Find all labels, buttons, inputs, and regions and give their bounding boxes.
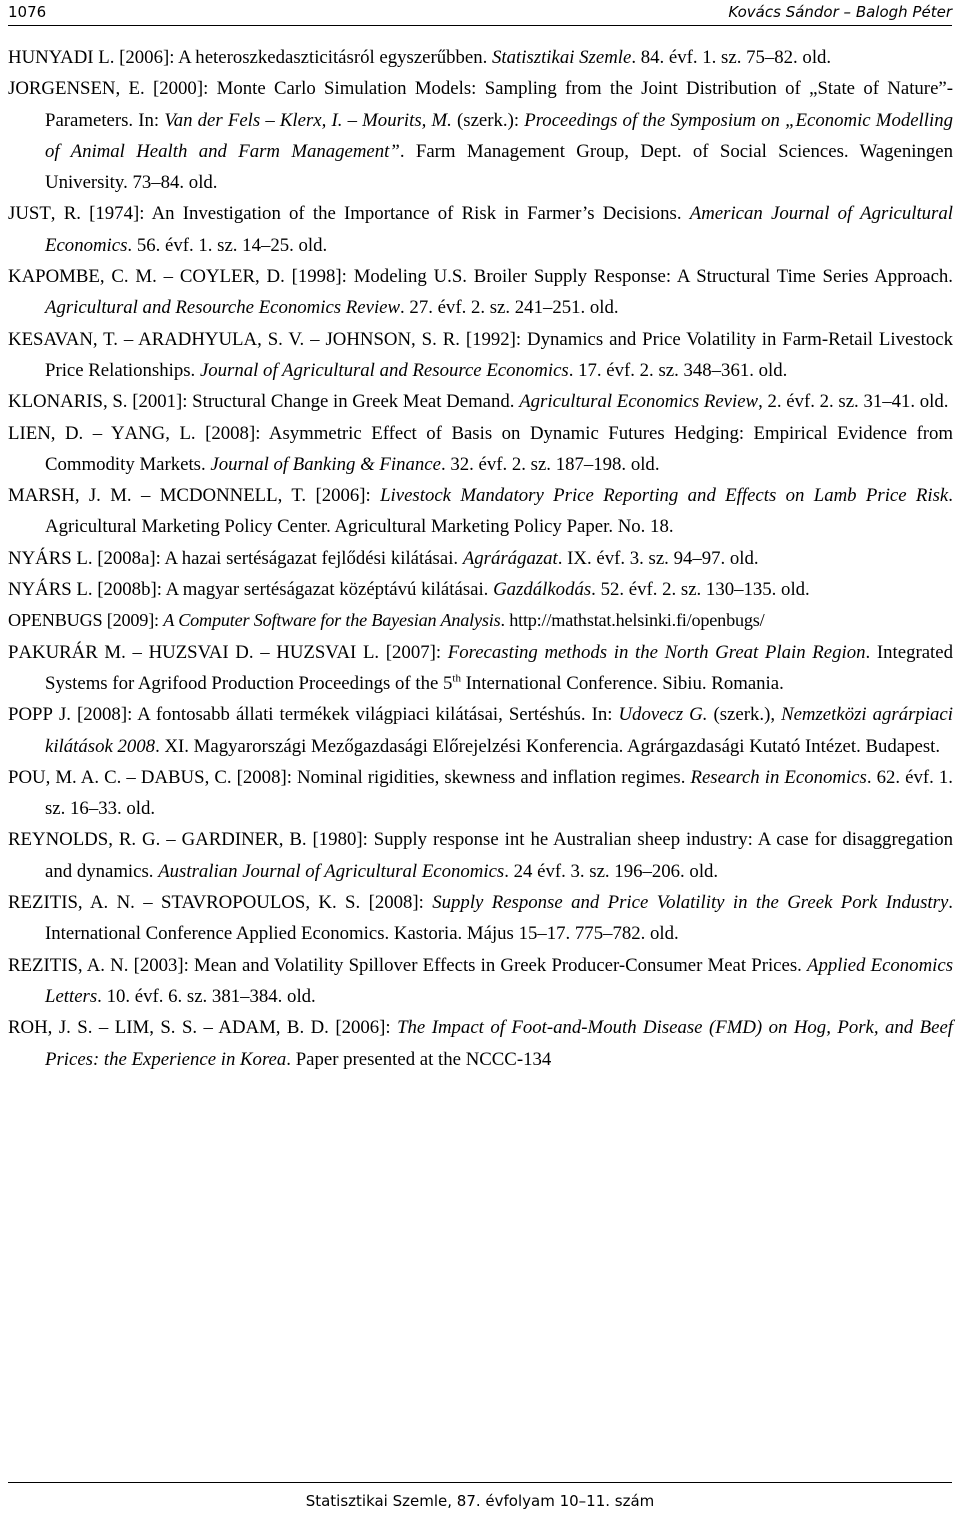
header-rule [8,25,952,26]
reference-list [8,42,953,1075]
reference-item: HUNYADI L. [2006]: A heteroszkedaszticitásról egyszerűbben. Statisztikai Szemle. 84. évf. 1. sz. 75–82. old. [8,47,832,68]
reference-item: OPENBUGS [2009]: A Computer Software for the Bayesian Analysis. http://mathstat.helsinki.fi/openbugs/ [8,610,765,631]
reference-item: KLONARIS, S. [2001]: Structural Change in Greek Meat Demand. Agricultural Economics Review, 2. évf. 2. sz. 31–41. old. [8,391,949,413]
page-number: 1076 [8,3,47,21]
reference-item: REYNOLDS, R. G. – GARDINER, B. [1980]: Supply response int he Australian sheep industry: A case for disaggregation and dynamics. Australian Journal of Agricultural Economics. 24 évf. 3. sz. 196–206. old. [8,829,953,882]
reference-item: REZITIS, A. N. – STAVROPOULOS, K. S. [2008]: Supply Response and Price Volatility in the Greek Pork Industry. International Conference Applied Economics. Kastoria. Május 15–17. 775–782. old. [8,892,953,945]
running-footer: Statisztikai Szemle, 87. évfolyam 10–11. szám [305,1492,655,1510]
reference-item: ROH, J. S. – LIM, S. S. – ADAM, B. D. [2006]: The Impact of Foot-and-Mouth Disease (FMD) on Hog, Pork, and Beef Prices: the Experience in Korea. Paper presented at the NCCC-134 [8,1017,954,1070]
footer-rule [8,1482,952,1483]
running-head-authors: Kovács Sándor – Balogh Péter [728,3,952,21]
reference-item: NYÁRS L. [2008a]: A hazai sertéságazat fejlődési kilátásai. Agrárágazat. IX. évf. 3. sz. 94–97. old. [8,547,759,569]
reference-item: REZITIS, A. N. [2003]: Mean and Volatility Spillover Effects in Greek Producer-Consumer Meat Prices. Applied Economics Letters. 10. évf. 6. sz. 381–384. old. [8,954,954,1007]
reference-item: LIEN, D. – YANG, L. [2008]: Asymmetric Effect of Basis on Dynamic Futures Hedging: Empirical Evidence from Commodity Markets. Journal of Banking & Finance. 32. évf. 2. sz. 187–198. old. [8,422,954,475]
reference-item: JUST, R. [1974]: An Investigation of the Importance of Risk in Farmer’s Decisions. American Journal of Agricultural Economics. 56. évf. 1. sz. 14–25. old. [8,203,953,256]
reference-item: POPP J. [2008]: A fontosabb állati termékek világpiaci kilátásai, Sertéshús. In: Udovecz G. (szerk.), Nemzetközi agrárpiaci kilátások 2008. XI. Magyarországi Mezőgazdasági Előrejelzési Konferencia. Agrárgazdasági Kutató Intézet. Budapest. [8,704,953,757]
reference-item: KESAVAN, T. – ARADHYULA, S. V. – JOHNSON, S. R. [1992]: Dynamics and Price Volatility in Farm-Retail Livestock Price Relationships. Journal of Agricultural and Resource Economics. 17. évf. 2. sz. 348–361. old. [8,328,953,381]
reference-item: PAKURÁR M. – HUZSVAI D. – HUZSVAI L. [2007]: Forecasting methods in the North Great Plain Region. Integrated Systems for Agrifood Production Proceedings of the 5th International Conference. Sibiu. Romania. [8,641,953,694]
reference-item: NYÁRS L. [2008b]: A magyar sertéságazat középtávú kilátásai. Gazdálkodás. 52. évf. 2. sz. 130–135. old. [8,579,810,601]
reference-item: JORGENSEN, E. [2000]: Monte Carlo Simulation Models: Sampling from the Joint Distribution of „State of Nature”-Parameters. In: Van der Fels – Klerx, I. – Mourits, M. (szerk.): Proceedings of the Symposium on „Economic Modelling of Animal Health and Farm Management”. Farm Management Group, Dept. of Social Sciences. Wageningen University. 73–84. old. [8,78,953,194]
reference-item: MARSH, J. M. – MCDONNELL, T. [2006]: Livestock Mandatory Price Reporting and Effects on Lamb Price Risk. Agricultural Marketing Policy Center. Agricultural Marketing Policy Paper. No. 18. [8,485,953,538]
reference-item: KAPOMBE, C. M. – COYLER, D. [1998]: Modeling U.S. Broiler Supply Response: A Structural Time Series Approach. Agricultural and Resourche Economics Review. 27. évf. 2. sz. 241–251. old. [8,266,953,319]
reference-item: POU, M. A. C. – DABUS, C. [2008]: Nominal rigidities, skewness and inflation regimes. Research in Economics. 62. évf. 1. sz. 16–33. old. [8,766,953,820]
running-header [8,0,952,24]
